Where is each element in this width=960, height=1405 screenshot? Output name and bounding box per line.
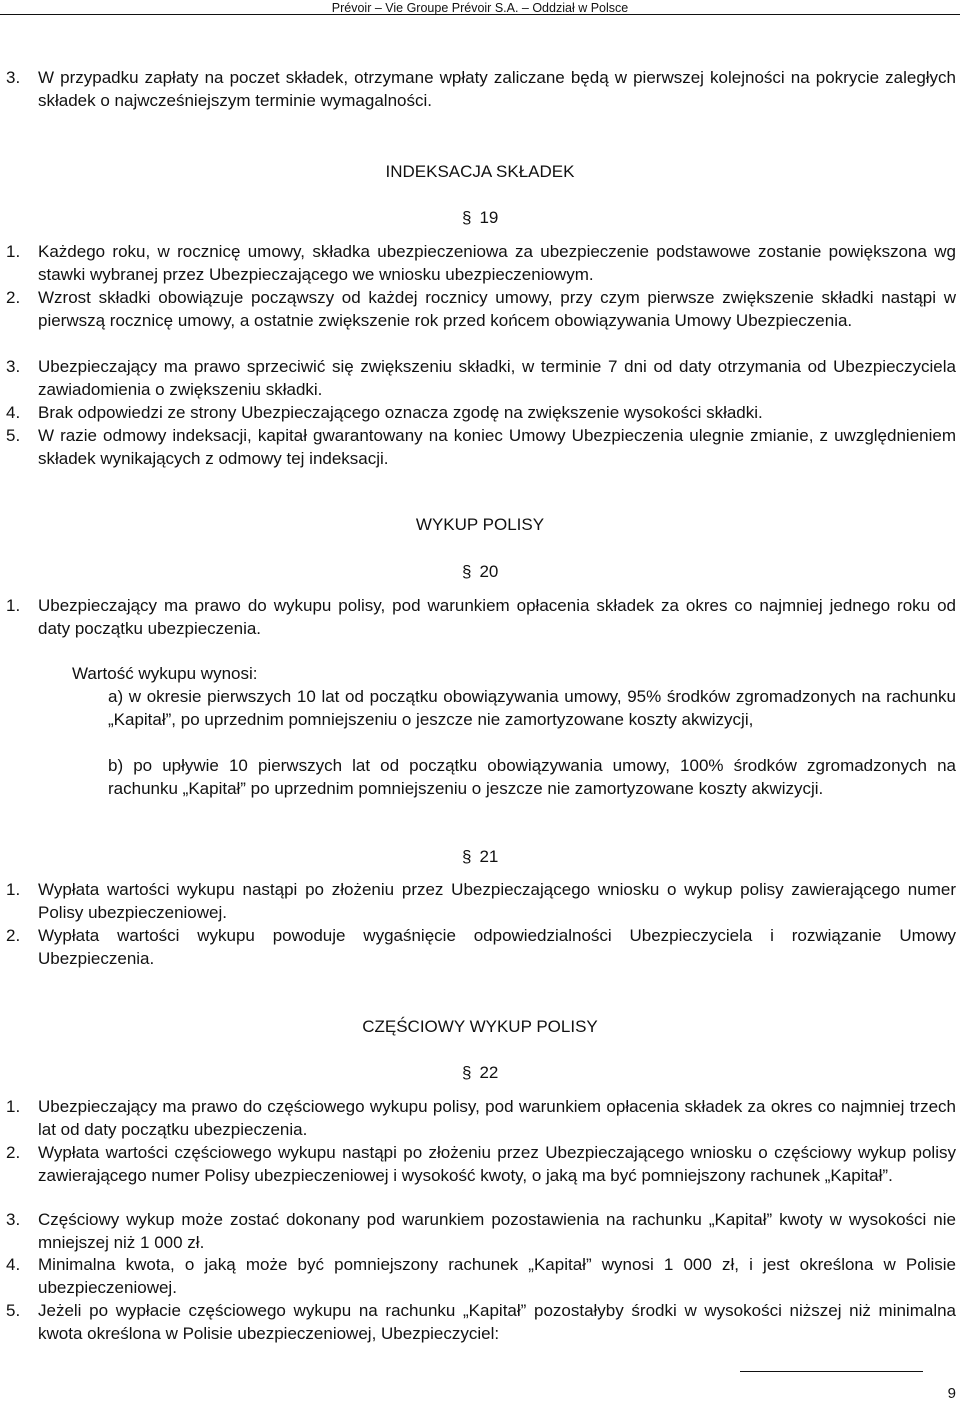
list-item [6,1253,956,1299]
list-item [6,594,956,640]
item-number: 1. [6,1097,21,1116]
section-title-indeksacja: INDEKSACJA SKŁADEK [385,162,575,181]
sub-item-a: a) w okresie pierwszych 10 lat od początku obowiązywania umowy, 95% środków zgromadzonych na rachunku „Kapitał”, po uprzednim pomniejszeniu o jeszcze nie zamortyzowane koszty akwizycji, [108,687,956,729]
section-title-wykup: WYKUP POLISY [415,515,545,534]
item-number: 2. [6,926,21,945]
section-sign-icon: § [462,847,472,866]
item-number: 3. [6,68,21,87]
item-text: Brak odpowiedzi ze strony Ubezpieczającego oznacza zgodę na zwiększenie wysokości składki. [38,403,763,422]
list-item [6,878,956,924]
item-text: Wypłata wartości częściowego wykupu nastąpi po złożeniu przez Ubezpieczającego wniosku o częściowy wykup polisy zawierającego numer Polisy ubezpieczeniowej i wysokość kwoty, o jaką ma być pomniejszony rachunek „Kapitał”. [38,1143,956,1185]
page-header [0,0,960,16]
paragraph-heading-19 [462,206,562,229]
item-number: 1. [6,596,21,615]
item-text: Wypłata wartości wykupu powoduje wygaśnięcie odpowiedzialności Ubezpieczyciela i rozwiązanie Umowy Ubezpieczenia. [38,926,956,968]
item-text: Ubezpieczający ma prawo sprzeciwić się zwiększeniu składki, w terminie 7 dni od daty otrzymania od Ubezpieczyciela zawiadomienia o zwiększeniu składki. [38,357,956,399]
item-text: W razie odmowy indeksacji, kapitał gwarantowany na koniec Umowy Ubezpieczenia ulegnie zmianie, z uwzględnieniem składek wynikających z odmowy tej indeksacji. [38,426,956,468]
item-text: Minimalna kwota, o jaką może być pomniejszony rachunek „Kapitał” wynosi 1 000 zł, i jest określona w Polisie ubezpieczeniowej. [38,1255,956,1297]
paragraph-heading-22 [462,1061,562,1084]
section-sign-icon: § [462,208,472,227]
paragraph-heading-21 [462,845,562,868]
item-text: Jeżeli po wypłacie częściowego wykupu na rachunku „Kapitał” pozostałyby środki w wysokości niższej niż minimalna kwota określona w Polisie ubezpieczeniowej, Ubezpieczyciel: [38,1301,956,1343]
sub-item-b: b) po upływie 10 pierwszych lat od początku obowiązywania umowy, 100% środków zgromadzonych na rachunku „Kapitał” po uprzednim pomniejszeniu o jeszcze nie zamortyzowane koszty akwizycji. [108,756,956,798]
value-label: Wartość wykupu wynosi: [72,664,258,683]
item-number: 1. [6,880,21,899]
list-item [6,924,956,970]
list-item [6,1208,956,1254]
paragraph-heading-20 [462,560,562,583]
list-item [6,1141,956,1187]
list-item [6,401,956,424]
list-item [6,355,956,401]
item-number: 4. [6,1255,21,1274]
list-item [6,286,956,332]
list-item [6,240,956,286]
item-number: 4. [6,403,21,422]
item-number: 2. [6,288,21,307]
paragraph-number: 21 [479,847,499,866]
paragraph-number: 19 [479,208,499,227]
list-item [6,1095,956,1141]
item-text: Wypłata wartości wykupu nastąpi po złożeniu przez Ubezpieczającego wniosku o wykup polisy zawierającego numer Polisy ubezpieczeniowej. [38,880,956,922]
header-rule [0,14,960,15]
item-number: 5. [6,426,21,445]
paragraph-number: 20 [479,562,499,581]
footnote-rule [740,1371,923,1372]
item-text: Każdego roku, w rocznicę umowy, składka ubezpieczeniowa za ubezpieczenie podstawowe zostanie powiększona wg stawki wybranej przez Ubezpieczającego we wniosku ubezpieczeniowym. [38,242,956,284]
list-item [6,424,956,470]
item-number: 3. [6,357,21,376]
item-number: 3. [6,1210,21,1229]
header-text: Prévoir – Vie Groupe Prévoir S.A. – Oddział w Polsce [331,1,629,15]
item-text: Wzrost składki obowiązuje począwszy od każdej rocznicy umowy, przy czym pierwsze zwiększenie składki nastąpi w pierwszą rocznicę umowy, a ostatnie zwiększenie rok przed końcem obowiązywania Umowy Ubezpieczenia. [38,288,956,330]
item-text: Częściowy wykup może zostać dokonany pod warunkiem pozostawienia na rachunku „Kapitał” kwoty w wysokości nie mniejszej niż 1 000 zł. [38,1210,956,1252]
list-item [6,1299,956,1345]
item-number: 2. [6,1143,21,1162]
section-sign-icon: § [462,562,472,581]
item-text: W przypadku zapłaty na poczet składek, otrzymane wpłaty zaliczane będą w pierwszej kolejności na pokrycie zaległych składek o najwcześniejszym terminie wymagalności. [38,68,956,110]
list-item [6,66,956,112]
item-text: Ubezpieczający ma prawo do częściowego wykupu polisy, pod warunkiem opłacenia składek za okres co najmniej trzech lat od daty początku ubezpieczenia. [38,1097,956,1139]
section-sign-icon: § [462,1063,472,1082]
section-title-czesciowy: CZĘŚCIOWY WYKUP POLISY [362,1017,598,1036]
page-number: 9 [947,1385,956,1402]
item-text: Ubezpieczający ma prawo do wykupu polisy, pod warunkiem opłacenia składek za okres co najmniej jednego roku od daty początku ubezpieczenia. [38,596,956,638]
item-number: 1. [6,242,21,261]
paragraph-number: 22 [479,1063,499,1082]
item-number: 5. [6,1301,21,1320]
